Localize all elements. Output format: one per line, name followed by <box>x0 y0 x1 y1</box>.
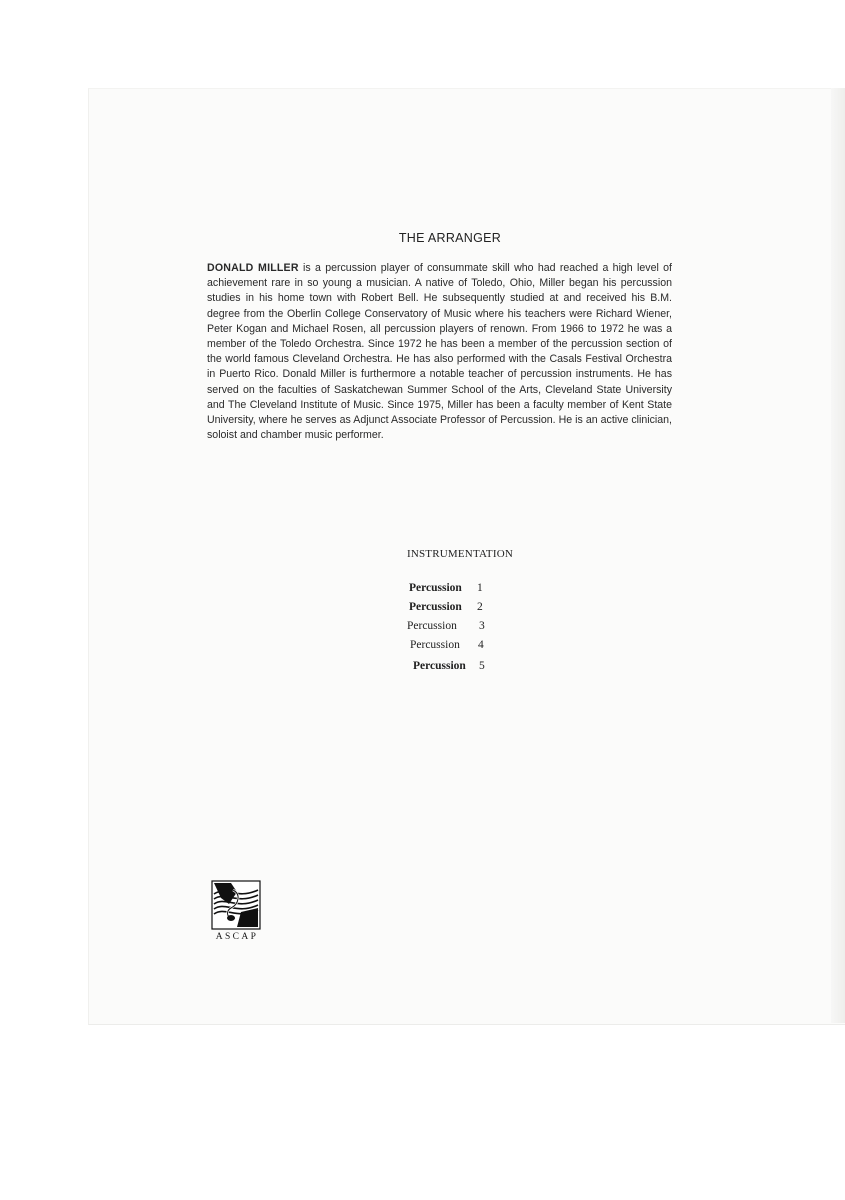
ascap-label: ASCAP <box>215 932 259 942</box>
arranger-bio-text: is a percussion player of consummate skill who had reached a high level of achievement rare in so young a musician. A native of Toledo, Ohio, Miller began his percussion studies in his home town with Robert Bell. He subsequently studied at and received his B.M. degree from the Oberlin College Conservatory of Music where his teachers were Richard Wiener, Peter Kogan and Michael Rosen, all percussion players of renown. From 1966 to 1972 he was a member of the Toledo Orchestra. Since 1972 he has been a member of the percussion section of the world famous Cleveland Orchestra. He has also performed with the Casals Festival Orchestra in Puerto Rico. Donald Miller is furthermore a notable teacher of percussion instruments. He has served on the faculties of Saskatchewan Summer School of the Arts, Cleveland State University and The Cleveland Institute of Music. Since 1975, Miller has been a faculty member of Kent State University, where he serves as Adjunct Associate Professor of Percussion. He is an active clinician, soloist and chamber music performer. <box>207 262 672 442</box>
instrument-part <box>300 639 600 655</box>
page-fold-edge <box>831 88 845 1023</box>
instrument-part <box>300 601 600 617</box>
instrument-part <box>300 582 600 598</box>
instrumentation-heading: INSTRUMENTATION <box>406 548 513 560</box>
arranger-heading: THE ARRANGER <box>398 231 502 245</box>
arranger-biography <box>207 261 672 443</box>
instrument-number: 5 <box>479 660 485 672</box>
instrument-name: Percussion <box>413 660 466 672</box>
instrument-part <box>300 620 600 636</box>
instrument-name: Percussion <box>410 639 460 651</box>
arranger-name: DONALD MILLER <box>207 262 299 274</box>
instrument-number: 4 <box>478 639 484 651</box>
instrument-number: 2 <box>477 601 483 613</box>
instrument-number: 3 <box>479 620 485 632</box>
instrument-name: Percussion <box>407 620 457 632</box>
instrument-name: Percussion <box>409 601 462 613</box>
ascap-music-staff-logo-icon <box>211 880 261 930</box>
instrument-number: 1 <box>477 582 483 594</box>
instrument-name: Percussion <box>409 582 462 594</box>
instrument-part <box>300 660 600 676</box>
